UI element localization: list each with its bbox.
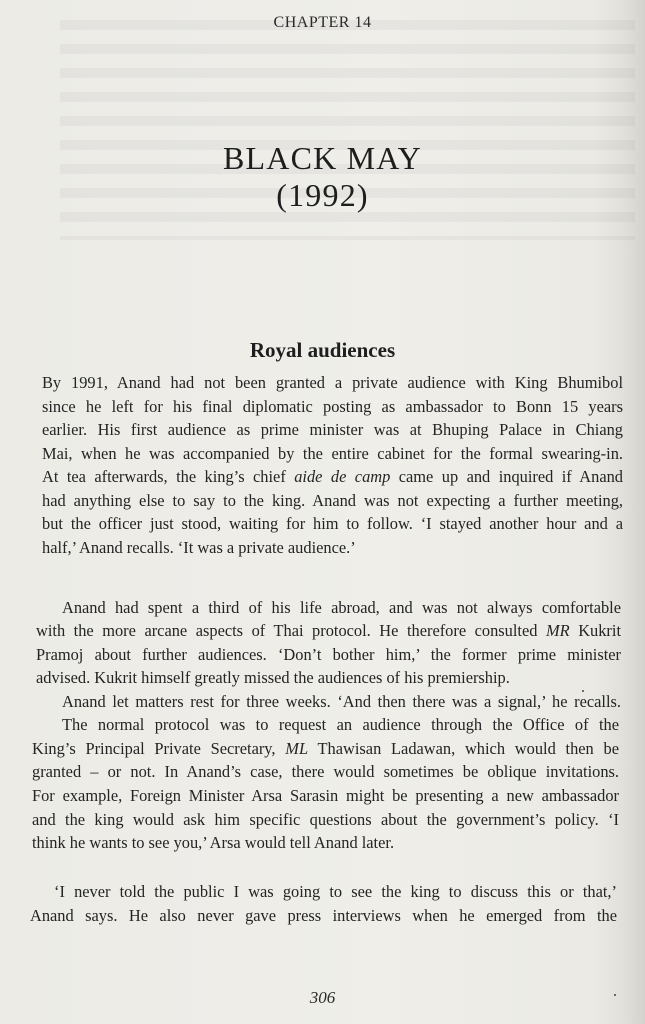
text-line: The normal protocol was to request an audience through the Office of the [62, 715, 619, 734]
speck [614, 994, 616, 996]
text-segment: Kukrit [569, 621, 621, 640]
italic-term: ML [285, 739, 309, 758]
text-line: Anand let matters rest for three weeks. ‘And then there was a signal,’ he recalls. [62, 692, 621, 711]
text-line: earlier. His first audience as prime minister was at Bhuping Palace in Chiang [42, 420, 623, 439]
text-segment: with the more arcane aspects of Thai protocol. He therefore consulted [36, 621, 546, 640]
text-line: and the king would ask him specific questions about the government’s policy. ‘I [32, 810, 619, 829]
text-segment: King’s Principal Private Secretary, [32, 739, 286, 758]
text-line: By 1991, Anand had not been granted a private audience with King Bhumibol [42, 373, 623, 392]
chapter-label: CHAPTER 14 [273, 14, 372, 31]
text-line: Anand says. He also never gave press interviews when he emerged from the [30, 906, 617, 925]
section-heading: Royal audiences [249, 338, 396, 362]
text-line [42, 467, 623, 487]
text-line: think he wants to see you,’ Arsa would tell Anand later. [32, 833, 395, 852]
text-line [32, 739, 619, 759]
italic-term: aide de camp [294, 467, 391, 486]
text-line: had anything else to say to the king. Anand was not expecting a further meeting, [42, 491, 623, 510]
text-line [36, 621, 621, 641]
text-line: granted – or not. In Anand’s case, there would sometimes be oblique invitations. [32, 762, 619, 781]
chapter-title-line-2: (1992) [276, 177, 369, 213]
speck [582, 690, 584, 692]
text-segment: came up and inquired if Anand [390, 467, 623, 486]
italic-term: MR [546, 621, 570, 640]
chapter-title-line-1: BLACK MAY [223, 140, 422, 176]
text-line: Anand had spent a third of his life abroad, and was not always comfortable [62, 598, 621, 617]
text-segment: At tea afterwards, the king’s chief [42, 467, 295, 486]
text-line: ‘I never told the public I was going to see the king to discuss this or that,’ [54, 882, 617, 901]
text-line: Pramoj about further audiences. ‘Don’t bother him,’ the former prime minister [36, 645, 621, 664]
text-line: since he left for his final diplomatic posting as ambassador to Bonn 15 years [42, 397, 623, 416]
text-line: Mai, when he was accompanied by the entire cabinet for the formal swearing-in. [42, 444, 623, 463]
text-line: but the officer just stood, waiting for him to follow. ‘I stayed another hour and a [42, 514, 623, 533]
text-line: For example, Foreign Minister Arsa Sarasin might be presenting a new ambassador [32, 786, 619, 805]
text-line: advised. Kukrit himself greatly missed the audiences of his premiership. [36, 668, 510, 687]
chapter-title [0, 140, 645, 214]
text-segment: Thawisan Ladawan, which would then be [308, 739, 619, 758]
text-line: half,’ Anand recalls. ‘It was a private audience.’ [42, 538, 356, 557]
page-number: 306 [309, 988, 336, 1007]
